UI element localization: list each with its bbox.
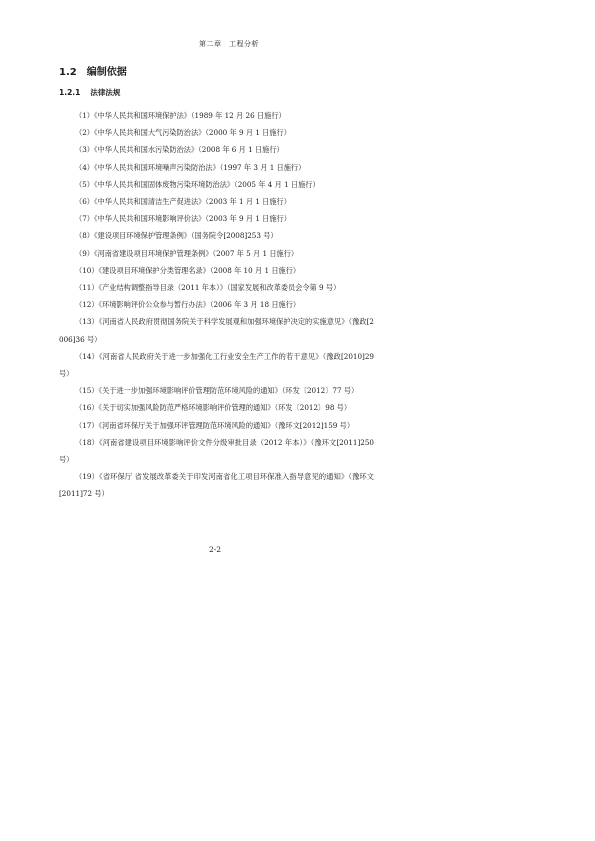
list-item: （12）《环境影响评价公众参与暂行办法》（2006 年 3 月 18 日施行） (75, 300, 301, 310)
list-item: （8）《建设项目环境保护管理条例》（国务院令[2008]253 号） (75, 231, 278, 241)
list-item: （5）《中华人民共和国固体废物污染环境防治法》（2005 年 4 月 1 日施行） (75, 179, 320, 189)
subsection-number: 1.2.1 (59, 88, 81, 97)
list-item: （15）《关于进一步加强环境影响评价管理防范环境风险的通知》（环发〔2012〕77 号） (75, 386, 359, 396)
subsection-title: 法律法规 (90, 88, 121, 97)
list-item: （1）《中华人民共和国环境保护法》（1989 年 12 月 26 日施行） (75, 111, 286, 120)
list-item: （16）《关于切实加强风险防范严格环境影响评价管理的通知》（环发〔2012〕98 号） (75, 403, 352, 413)
list-item: （4）《中华人民共和国环境噪声污染防治法》（1997 年 3 月 1 日施行） (75, 162, 306, 172)
list-item: （2）《中华人民共和国大气污染防治法》（2000 年 9 月 1 日施行） (75, 128, 291, 138)
section-number: 1.2 (59, 67, 77, 78)
section-heading (59, 63, 127, 78)
section-title: 编制依据 (86, 67, 127, 78)
page-header: 第二章 工程分析 (199, 40, 259, 48)
list-item: （11）《产业结构调整指导目录（2011 年本）》（国家发展和改革委员会令第 9 号） (75, 283, 341, 293)
list-item: （9）《河南省建设项目环境保护管理条例》（2007 年 5 月 1 日施行） (75, 248, 299, 258)
list-item: （14）《河南省人民政府关于进一步加强化工行业安全生产工作的若干意见》（豫政[2010]29 号） (59, 351, 374, 379)
list-item: （17）《河南省环保厅关于加强环评管理防范环境风险的通知》（豫环文[2012]159 号） (75, 420, 355, 430)
regulation-list (59, 107, 374, 503)
list-item: （7）《中华人民共和国环境影响评价法》（2003 年 9 月 1 日施行） (75, 214, 291, 224)
list-item: （18）《河南省建设项目环境影响评价文件分级审批目录（2012 年本）》（豫环文[2011]250 号） (59, 437, 374, 465)
subsection-heading (59, 87, 120, 98)
page-number: 2-2 (208, 545, 222, 554)
list-item: （3）《中华人民共和国水污染防治法》（2008 年 6 月 1 日施行） (75, 145, 284, 155)
list-item: （19）《省环保厅 省发展改革委关于印发河南省化工项目环保准入指导意见的通知》（豫环文[2011]72 号） (59, 472, 374, 499)
list-item: （6）《中华人民共和国清洁生产促进法》（2003 年 1 月 1 日施行） (75, 197, 291, 207)
list-item: （13）《河南省人民政府贯彻国务院关于科学发展观和加强环境保护决定的实施意见》（豫政[2006]36 号） (59, 317, 374, 344)
list-item: （10）《建设项目环境保护分类管理名录》（2008 年 10 月 1 日施行） (75, 265, 301, 275)
